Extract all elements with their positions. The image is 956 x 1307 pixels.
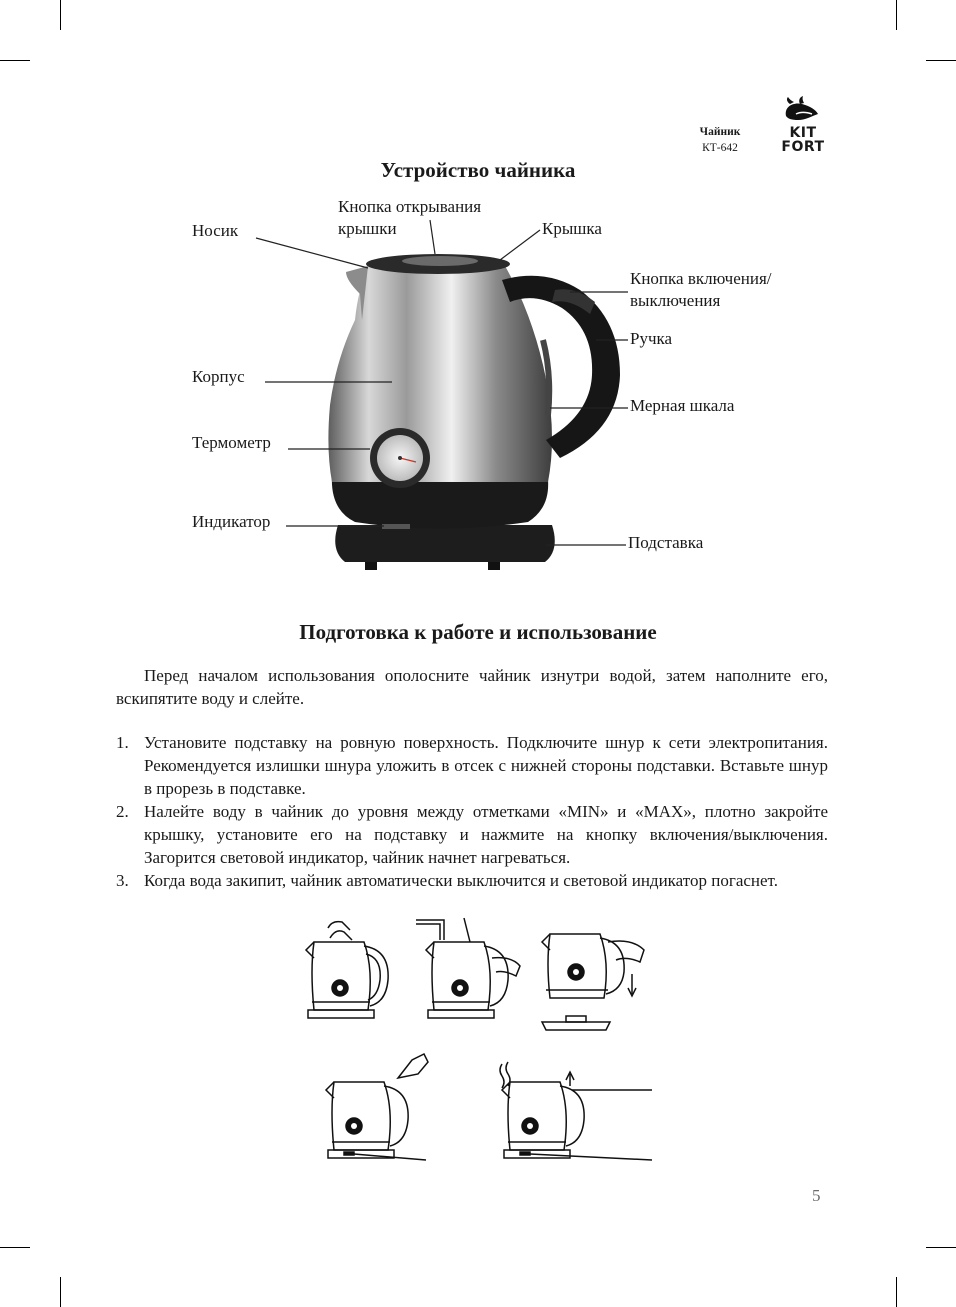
label-spout: Носик [192,221,239,240]
usage-line-drawings [300,910,670,1170]
label-lid-button [338,196,481,240]
step-text: Налейте воду в чайник до уровня между отметками «MIN» и «MAX», плотно закройте крышку, установите его на подставку и нажмите на кнопку включения/выключения. Загорится световой индикатор, чайник начнет нагреваться. [144,802,828,867]
illus-press-switch [326,1054,428,1160]
label-power-button [630,268,772,312]
list-item [116,800,828,869]
crop-mark [926,60,956,61]
list-item [116,731,828,800]
crop-mark [926,1247,956,1248]
page-header [690,96,835,158]
whale-icon [782,96,822,124]
kitfort-logo [776,96,834,158]
crop-mark [896,0,897,30]
crop-mark [60,1277,61,1307]
page-number: 5 [812,1186,821,1205]
label-indicator: Индикатор [192,512,271,531]
label-lid-button-line1: Кнопка открывания [338,197,482,216]
illus-lift-kettle [542,934,644,1030]
crop-mark [0,60,30,61]
label-lid: Крышка [542,219,602,238]
product-info [690,124,750,156]
illus-open-lid [306,922,388,1018]
brand-line1: KIT [789,125,817,141]
label-power-button-line1: Кнопка включения/ [630,269,772,288]
label-body: Корпус [192,367,245,386]
crop-mark [0,1247,30,1248]
section-title-device: Устройство чайника [380,158,576,182]
usage-illustrations [300,910,670,1170]
step-number: 1. [116,733,129,752]
label-power-button-line2: выключения [630,291,721,310]
brand-line2: FORT [781,139,825,155]
kettle-base-shape [335,525,555,562]
step-number: 2. [116,802,129,821]
step-number: 3. [116,871,129,890]
illus-fill-water [416,918,520,1018]
illus-auto-off [500,1062,652,1160]
kettle-diagram [150,190,830,590]
instruction-list [116,731,828,892]
brand-wordmark [776,126,830,154]
model-number: КТ-642 [702,142,738,154]
step-text: Установите подставку на ровную поверхность. Подключите шнур к сети электропитания. Рекомендуется излишки шнура уложить в отсек с нижней стороны подставки. Вставьте шнур в прорезь в подставке. [144,733,828,798]
label-lid-button-line2: крышки [338,219,397,238]
step-text: Когда вода закипит, чайник автоматически выключится и световой индикатор погаснет. [144,871,778,890]
label-thermometer: Термометр [192,433,271,452]
crop-mark [896,1277,897,1307]
crop-mark [60,0,61,30]
label-scale: Мерная шкала [630,396,735,415]
label-base: Подставка [628,533,704,552]
intro-paragraph: Перед началом использования ополосните чайник изнутри водой, затем наполните его, вскипятите воду и слейте. [116,666,828,708]
section-title-usage: Подготовка к работе и использование [299,620,657,644]
label-handle: Ручка [630,329,673,348]
list-item [116,869,828,892]
product-name: Чайник [699,126,741,138]
